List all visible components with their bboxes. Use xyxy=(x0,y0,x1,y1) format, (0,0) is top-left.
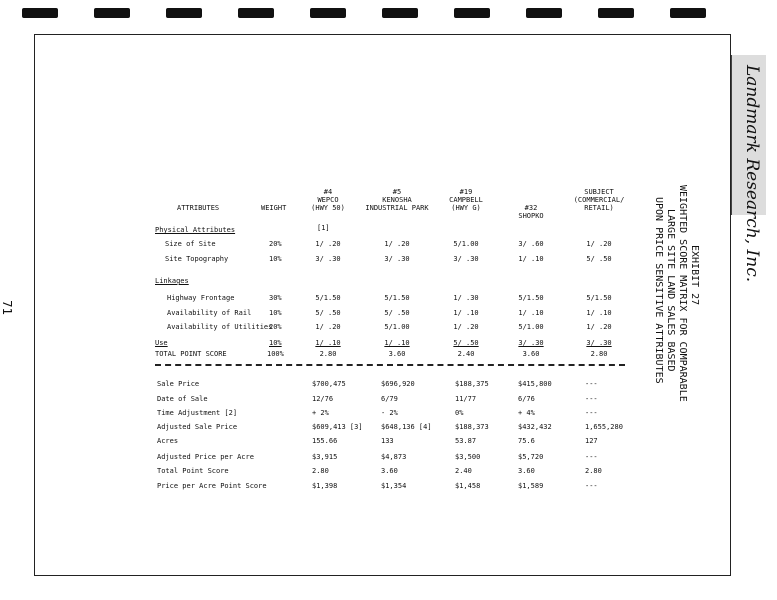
exhibit-title-line-3: UPON PRICE SENSITIVE ATTRIBUTES xyxy=(653,197,664,384)
sale-cell: 3.60 xyxy=(381,467,398,475)
sale-cell: --- xyxy=(585,395,598,403)
sale-cell: $609,413 [3] xyxy=(312,423,363,431)
sale-cell: $5,720 xyxy=(518,453,544,461)
header-c3-line-2: CAMPBELL xyxy=(449,196,483,204)
sale-cell: --- xyxy=(585,482,598,490)
sale-cell: $4,873 xyxy=(381,453,407,461)
header-c2-line-1: #5 xyxy=(392,188,402,196)
sale-cell: 6/79 xyxy=(381,395,398,403)
total-score-cell: 3.60 xyxy=(522,350,540,358)
header-c5-line-1: SUBJECT xyxy=(584,188,614,196)
score-cell: 3/ .30 xyxy=(518,339,544,347)
sale-cell: 0% xyxy=(455,409,464,417)
score-cell: 1/ .20 xyxy=(586,323,612,331)
score-cell: 3/ .30 xyxy=(453,255,479,263)
sale-cell: 3.60 xyxy=(518,467,535,475)
score-row-label: Use xyxy=(155,339,168,347)
exhibit-label: EXHIBIT 27 xyxy=(689,245,700,306)
binder-hole xyxy=(670,8,706,18)
sale-cell: $700,475 xyxy=(312,380,346,388)
sale-row-label: Acres xyxy=(157,437,179,445)
score-cell: 1/ .10 xyxy=(315,339,341,347)
score-cell: 5/1.00 xyxy=(384,323,410,331)
score-row-weight: 10% xyxy=(269,339,282,347)
score-row-label: Highway Frontage xyxy=(167,294,235,302)
score-cell: 5/1.50 xyxy=(518,294,544,302)
score-cell: 1/ .20 xyxy=(315,240,341,248)
header-c5-line-2: (COMMERCIAL/ xyxy=(573,196,625,204)
header-c1-line-1: #4 xyxy=(323,188,333,196)
sale-cell: 6/76 xyxy=(518,395,535,403)
score-row-label: Size of Site xyxy=(165,240,216,248)
score-row-weight: 30% xyxy=(269,294,282,302)
sale-cell: 2.80 xyxy=(585,467,602,475)
total-score-cell: 2.40 xyxy=(457,350,475,358)
score-cell: 1/ .20 xyxy=(586,240,612,248)
score-cell: 1/ .30 xyxy=(453,294,479,302)
binder-hole xyxy=(238,8,274,18)
sale-cell: $696,920 xyxy=(381,380,415,388)
score-cell: 5/ .50 xyxy=(586,255,612,263)
sale-row-label: Adjusted Price per Acre xyxy=(157,453,254,461)
total-score-weight: 100% xyxy=(267,350,284,358)
score-cell: 5/1.00 xyxy=(453,240,479,248)
score-cell: 1/ .10 xyxy=(586,309,612,317)
sale-cell: 53.87 xyxy=(455,437,477,445)
score-cell: 1/ .10 xyxy=(518,309,544,317)
sale-row-label: Adjusted Sale Price xyxy=(157,423,238,431)
sale-cell: 155.66 xyxy=(312,437,338,445)
sale-cell: $1,589 xyxy=(518,482,544,490)
sale-cell: --- xyxy=(585,409,598,417)
sale-cell: $415,800 xyxy=(518,380,552,388)
total-score-label: TOTAL POINT SCORE xyxy=(155,350,227,358)
score-cell: 1/ .10 xyxy=(453,309,479,317)
exhibit-title-line-2: LARGE SITE LAND SALES BASED xyxy=(665,209,676,372)
score-cell: 5/1.50 xyxy=(315,294,341,302)
binder-hole xyxy=(382,8,418,18)
sale-cell: + 4% xyxy=(518,409,535,417)
sale-cell: $432,432 xyxy=(518,423,552,431)
sale-row-label: Sale Price xyxy=(157,380,200,388)
sale-cell: 12/76 xyxy=(312,395,334,403)
binder-hole xyxy=(454,8,490,18)
binder-holes xyxy=(0,8,777,20)
header-c3-line-1: #19 xyxy=(459,188,473,196)
header-weight: WEIGHT xyxy=(261,204,287,212)
score-row-label: Availability of Utilities xyxy=(167,323,273,331)
sale-row-label: Time Adjustment [2] xyxy=(157,409,238,417)
score-cell: 3/ .30 xyxy=(315,255,341,263)
sale-cell: $648,136 [4] xyxy=(381,423,432,431)
header-c4-line-2: SHOPKO xyxy=(518,212,544,220)
header-c1-line-3: (HWY 50) xyxy=(311,204,345,212)
section-physical-attributes: Physical Attributes xyxy=(155,226,236,234)
score-cell: 5/1.50 xyxy=(384,294,410,302)
section-linkages: Linkages xyxy=(155,277,189,285)
binder-hole xyxy=(598,8,634,18)
score-cell: 3/ .30 xyxy=(384,255,410,263)
sale-row-label: Date of Sale xyxy=(157,395,208,403)
sale-cell: 75.6 xyxy=(518,437,535,445)
sale-cell: 11/77 xyxy=(455,395,477,403)
score-cell: 5/ .50 xyxy=(453,339,479,347)
sale-cell: $1,354 xyxy=(381,482,407,490)
header-c4-line-1: #32 xyxy=(524,204,538,212)
sale-cell: + 2% xyxy=(312,409,329,417)
dashed-divider xyxy=(155,364,625,366)
sale-cell: $1,458 xyxy=(455,482,481,490)
sale-cell: 2.80 xyxy=(312,467,329,475)
score-cell: 3/ .30 xyxy=(586,339,612,347)
binder-hole xyxy=(310,8,346,18)
binder-hole xyxy=(526,8,562,18)
total-score-cell: 3.60 xyxy=(388,350,406,358)
note-ref-1: [1] xyxy=(317,224,330,232)
exhibit-title-line-1: WEIGHTED SCORE MATRIX FOR COMPARABLE xyxy=(677,185,688,402)
score-row-weight: 10% xyxy=(269,255,282,263)
score-cell: 1/ .20 xyxy=(315,323,341,331)
score-cell: 1/ .10 xyxy=(518,255,544,263)
score-cell: 1/ .20 xyxy=(384,240,410,248)
header-c2-line-2: KENOSHA xyxy=(382,196,412,204)
score-cell: 5/1.00 xyxy=(518,323,544,331)
total-score-cell: 2.80 xyxy=(319,350,337,358)
score-row-label: Site Topography xyxy=(165,255,229,263)
total-score-cell: 2.80 xyxy=(590,350,608,358)
header-c1-line-2: WEPCO xyxy=(317,196,339,204)
score-row-label: Availability of Rail xyxy=(167,309,252,317)
sale-cell: - 2% xyxy=(381,409,398,417)
sale-cell: 1,655,280 xyxy=(585,423,623,431)
sale-row-label: Total Point Score xyxy=(157,467,229,475)
score-row-weight: 20% xyxy=(269,240,282,248)
page-number: 71 xyxy=(0,300,14,316)
sale-cell: $3,500 xyxy=(455,453,481,461)
sale-cell: 2.40 xyxy=(455,467,472,475)
score-cell: 1/ .10 xyxy=(384,339,410,347)
sale-cell: --- xyxy=(585,453,598,461)
company-logo: Landmark Research, Inc. xyxy=(742,65,762,283)
score-cell: 3/ .60 xyxy=(518,240,544,248)
sale-cell: $188,375 xyxy=(455,380,489,388)
score-cell: 5/ .50 xyxy=(384,309,410,317)
exhibit-title xyxy=(652,185,700,402)
binder-hole xyxy=(22,8,58,18)
header-attributes: ATTRIBUTES xyxy=(177,204,220,212)
sale-cell: $1,398 xyxy=(312,482,338,490)
score-cell: 1/ .20 xyxy=(453,323,479,331)
score-cell: 5/ .50 xyxy=(315,309,341,317)
sale-cell: $3,915 xyxy=(312,453,338,461)
sale-cell: 133 xyxy=(381,437,394,445)
header-c5-line-3: RETAIL) xyxy=(584,204,614,212)
page-frame xyxy=(34,34,731,576)
sale-cell: 127 xyxy=(585,437,598,445)
header-c3-line-3: (HWY G) xyxy=(451,204,481,212)
binder-hole xyxy=(166,8,202,18)
header-c2-line-3: INDUSTRIAL PARK xyxy=(365,204,429,212)
sale-cell: $188,373 xyxy=(455,423,489,431)
score-row-weight: 10% xyxy=(269,309,282,317)
sale-row-label: Price per Acre Point Score xyxy=(157,482,267,490)
score-row-weight: 20% xyxy=(269,323,282,331)
score-cell: 5/1.50 xyxy=(586,294,612,302)
binder-hole xyxy=(94,8,130,18)
sale-cell: --- xyxy=(585,380,598,388)
